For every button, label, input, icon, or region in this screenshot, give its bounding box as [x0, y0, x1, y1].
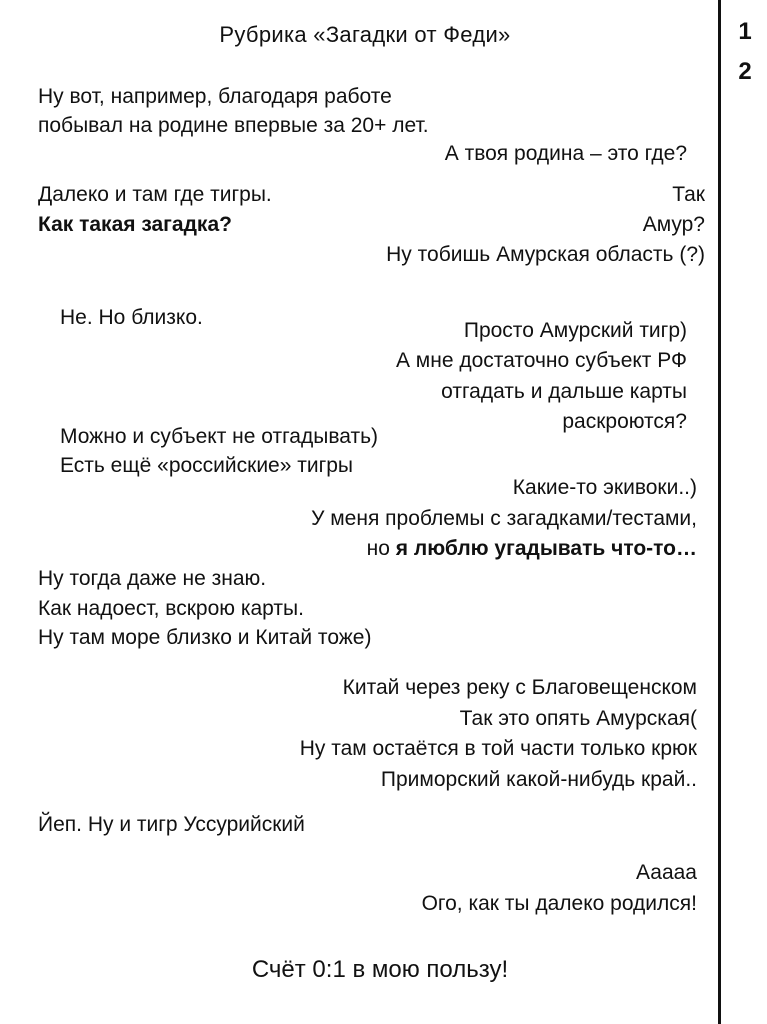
message-right: Ну тобишь Амурская область (?) [386, 243, 705, 266]
message-right: А твоя родина – это где? [444, 142, 687, 165]
message-right: У меня проблемы с загадками/тестами, [311, 507, 697, 530]
message-left: Можно и субъект не отгадывать) [60, 425, 379, 448]
message-right: Так [672, 183, 705, 206]
message-left-bold [38, 212, 232, 237]
message-left: Йеп. Ну и тигр Уссурийский [38, 813, 305, 836]
page-number-1: 1 [738, 18, 752, 45]
message-left: Далеко и там где тигры. [38, 183, 272, 206]
message-left: Есть ещё «российские» тигры [60, 454, 354, 477]
message-left: Ну там море близко и Китай тоже) [38, 626, 372, 649]
vertical-divider [718, 0, 721, 1024]
message-right: Ого, как ты далеко родился! [421, 892, 697, 915]
message-left: Как надоест, вскрою карты. [38, 597, 304, 620]
message-right: Ну там остаётся в той части только крюк [299, 737, 697, 760]
score-footer: Счёт 0:1 в мою пользу! [251, 956, 509, 983]
message-right: А мне достаточно субъект РФ [395, 349, 687, 372]
page-title: Рубрика «Загадки от Феди» [219, 22, 511, 47]
message-right: раскроются? [562, 410, 687, 433]
message-left: Ну тогда даже не знаю. [38, 567, 267, 590]
page-number-2: 2 [738, 58, 752, 85]
bold-text: я люблю угадывать что-то… [395, 537, 697, 560]
message-right: Просто Амурский тигр) [463, 319, 687, 342]
message-left: Ну вот, например, благодаря работе [38, 85, 392, 108]
message-right-mixed [367, 536, 697, 561]
message-right: Амур? [642, 213, 705, 236]
text-span: но [366, 537, 396, 560]
message-right: отгадать и дальше карты [441, 380, 687, 403]
message-right: Ааааа [636, 861, 697, 884]
message-right: Китай через реку с Благовещенском [342, 676, 697, 699]
message-right: Приморский какой-нибудь край.. [380, 768, 697, 791]
message-left: побывал на родине впервые за 20+ лет. [38, 114, 429, 137]
message-left: Не. Но близко. [60, 306, 203, 329]
message-right: Какие-то экивоки..) [512, 476, 697, 499]
bold-text: Как такая загадка? [38, 213, 232, 236]
message-right: Так это опять Амурская( [459, 707, 697, 730]
